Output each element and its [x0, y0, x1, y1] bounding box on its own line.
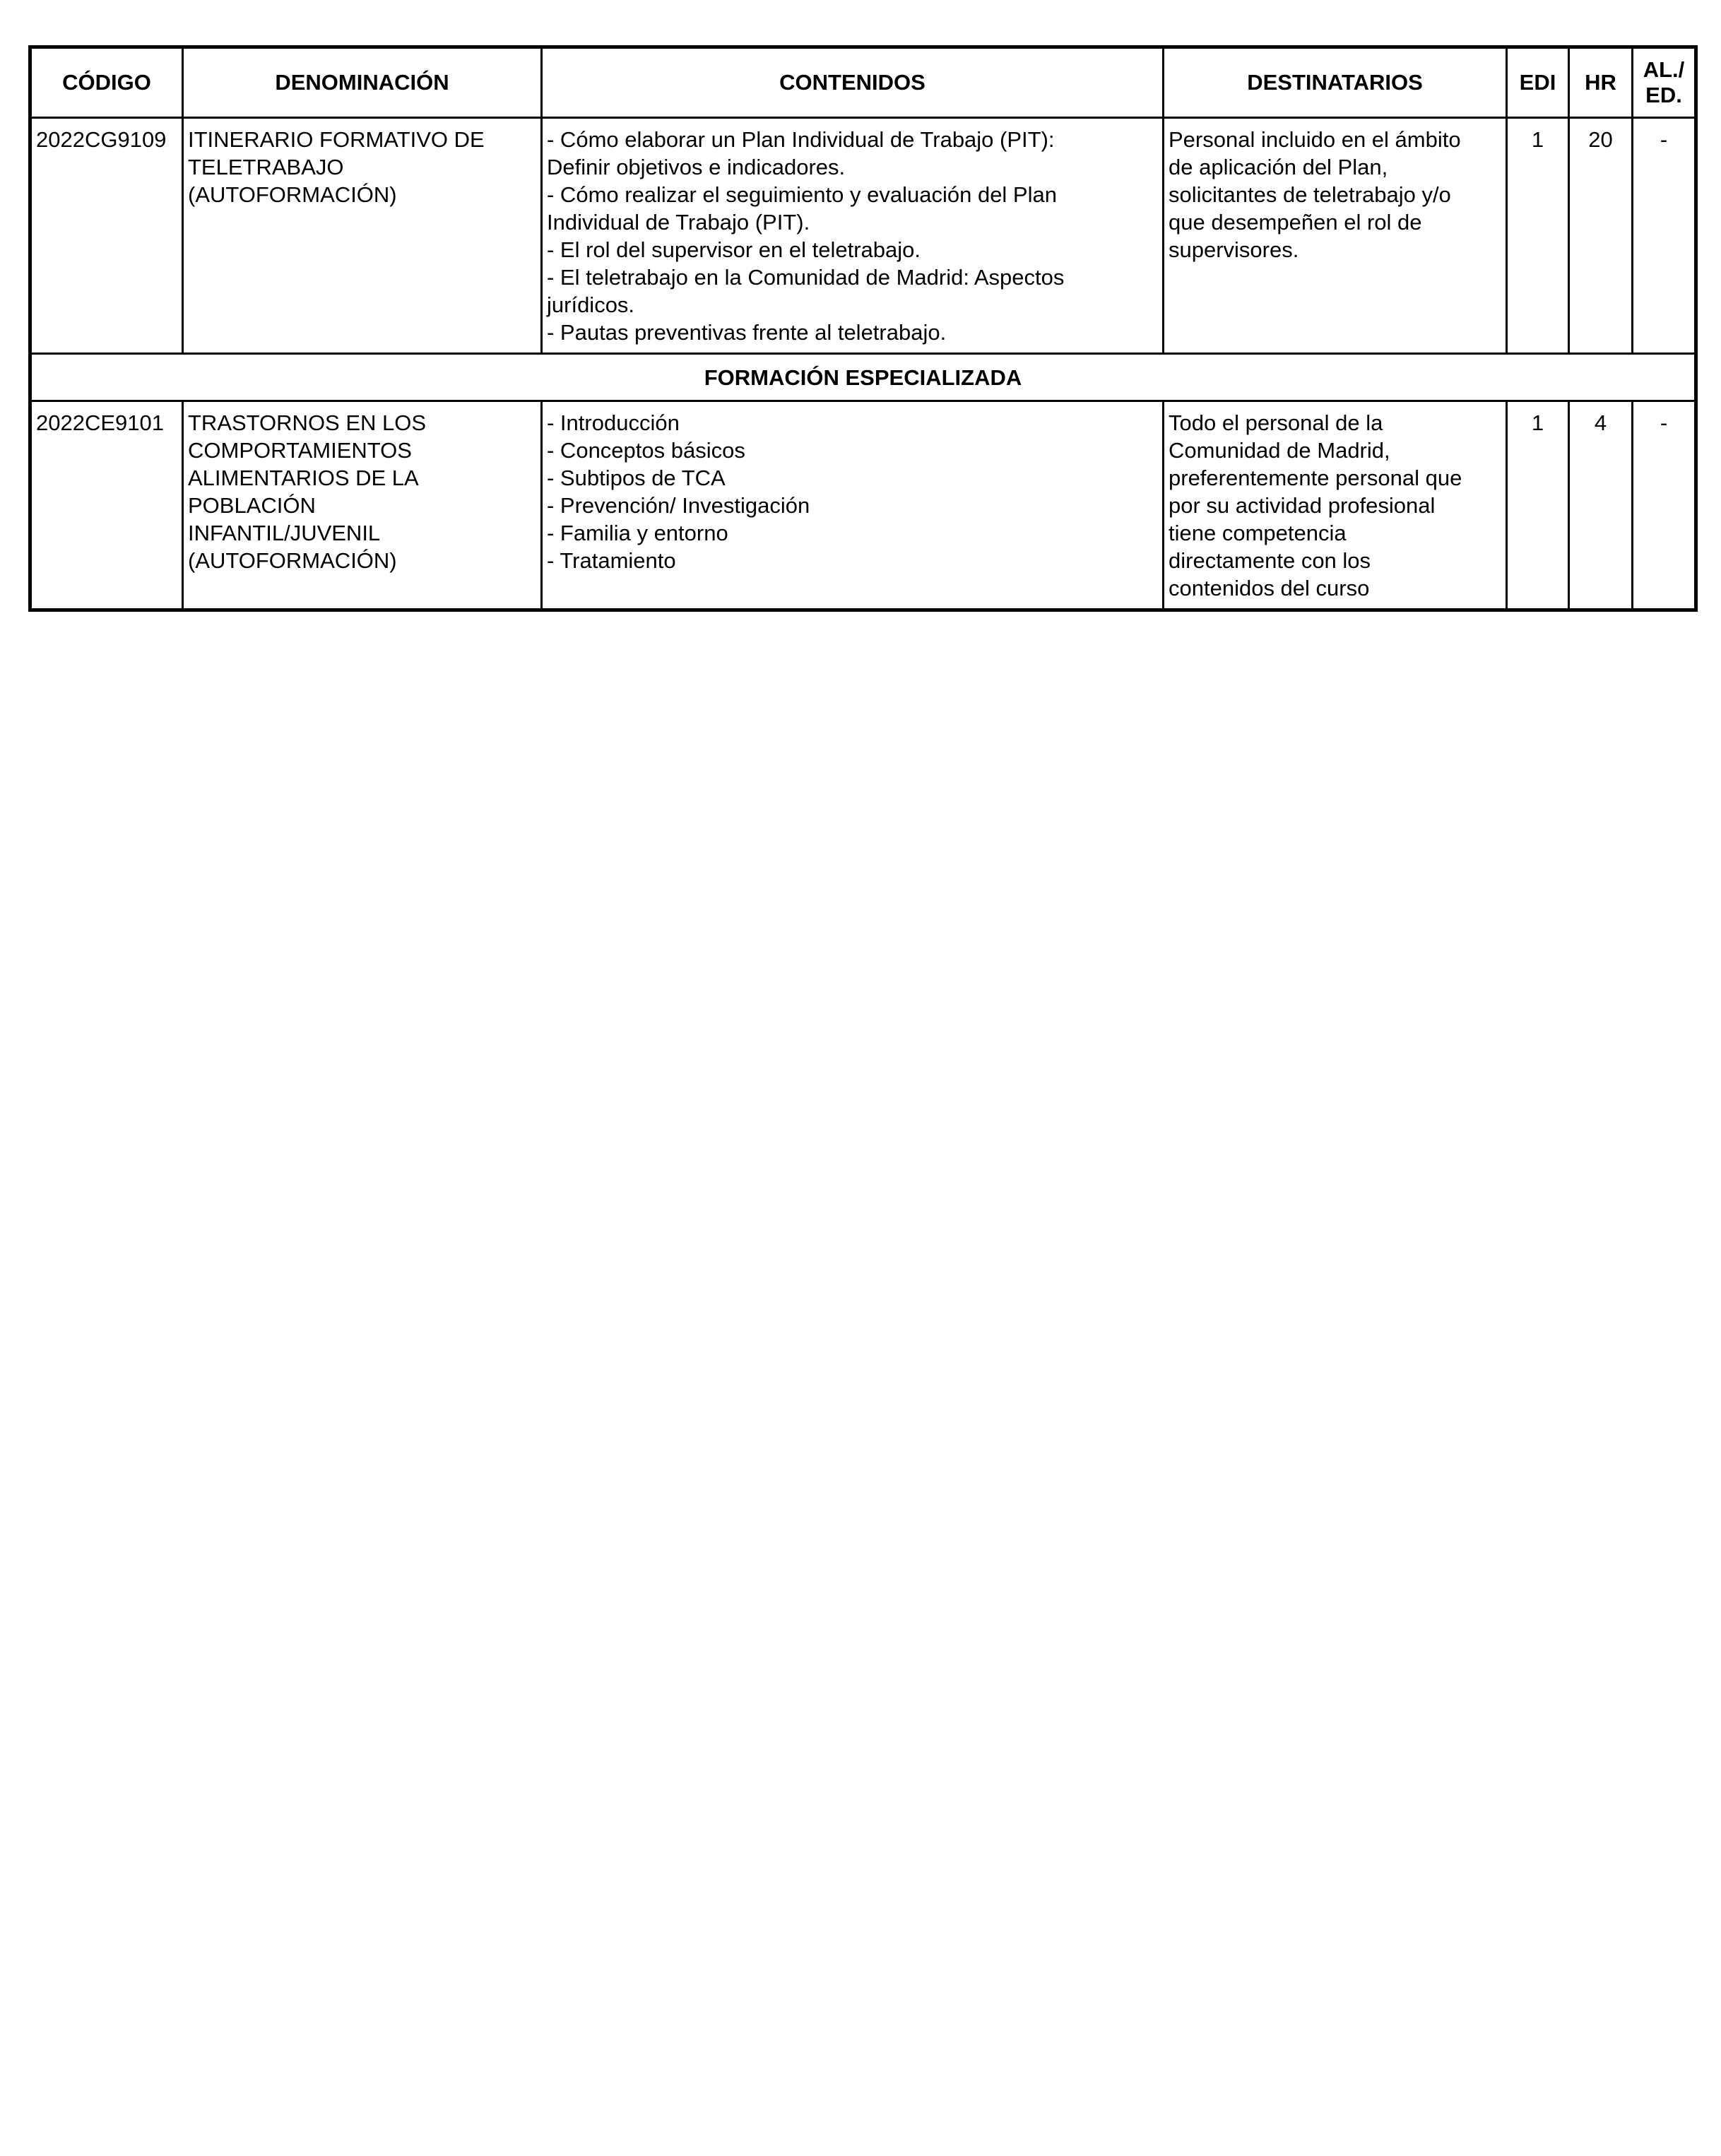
text-line: Personal incluido en el ámbito	[1169, 127, 1461, 152]
text-line: (AUTOFORMACIÓN)	[188, 182, 397, 207]
text-line: TRASTORNOS EN LOS	[188, 410, 427, 435]
text-line: (AUTOFORMACIÓN)	[188, 548, 397, 573]
text-line: - Introducción	[547, 410, 680, 435]
section-title: FORMACIÓN ESPECIALIZADA	[30, 354, 1696, 401]
cell-contenidos	[542, 118, 1164, 354]
text-line: - El teletrabajo en la Comunidad de Madrid: Aspectos	[547, 265, 1065, 290]
text-line: TELETRABAJO	[188, 155, 344, 179]
text-line: ALIMENTARIOS DE LA	[188, 466, 419, 490]
cell-denominacion	[183, 118, 542, 354]
text-line: de aplicación del Plan,	[1169, 155, 1388, 179]
text-line: tiene competencia	[1169, 521, 1347, 545]
cell-codigo: 2022CG9109	[30, 118, 183, 354]
header-al-ed	[1633, 47, 1696, 118]
cell-edi: 1	[1507, 118, 1569, 354]
cell-codigo: 2022CE9101	[30, 401, 183, 610]
header-row	[30, 47, 1696, 118]
text-line: Todo el personal de la	[1169, 410, 1383, 435]
header-al-ed-line2: ED.	[1645, 83, 1682, 107]
text-line: supervisores.	[1169, 237, 1299, 262]
text-line: contenidos del curso	[1169, 576, 1370, 600]
text-line: - Pautas preventivas frente al teletrabajo.	[547, 320, 947, 345]
cell-al-ed: -	[1633, 118, 1696, 354]
header-hr: HR	[1569, 47, 1633, 118]
text-line: - Cómo elaborar un Plan Individual de Trabajo (PIT):	[547, 127, 1055, 152]
text-line: - Tratamiento	[547, 548, 676, 573]
text-line: COMPORTAMIENTOS	[188, 438, 412, 463]
cell-al-ed: -	[1633, 401, 1696, 610]
text-line: Comunidad de Madrid,	[1169, 438, 1390, 463]
section-row	[30, 354, 1696, 401]
text-line: - El rol del supervisor en el teletrabajo.	[547, 237, 921, 262]
text-line: Individual de Trabajo (PIT).	[547, 210, 810, 235]
table-row	[30, 118, 1696, 354]
cell-edi: 1	[1507, 401, 1569, 610]
header-destinatarios: DESTINATARIOS	[1164, 47, 1507, 118]
cell-hr: 4	[1569, 401, 1633, 610]
header-denominacion: DENOMINACIÓN	[183, 47, 542, 118]
header-al-ed-line1: AL./	[1643, 57, 1685, 82]
text-line: jurídicos.	[547, 292, 635, 317]
text-line: POBLACIÓN	[188, 493, 316, 518]
header-contenidos: CONTENIDOS	[542, 47, 1164, 118]
text-line: - Subtipos de TCA	[547, 466, 726, 490]
cell-contenidos	[542, 401, 1164, 610]
cell-destinatarios	[1164, 118, 1507, 354]
text-line: ITINERARIO FORMATIVO DE	[188, 127, 485, 152]
text-line: directamente con los	[1169, 548, 1371, 573]
cell-hr: 20	[1569, 118, 1633, 354]
text-line: preferentemente personal que	[1169, 466, 1462, 490]
table-row	[30, 401, 1696, 610]
text-line: por su actividad profesional	[1169, 493, 1436, 518]
cell-destinatarios	[1164, 401, 1507, 610]
text-line: Definir objetivos e indicadores.	[547, 155, 846, 179]
header-edi: EDI	[1507, 47, 1569, 118]
course-table	[28, 45, 1698, 612]
text-line: - Familia y entorno	[547, 521, 728, 545]
cell-denominacion	[183, 401, 542, 610]
text-line: que desempeñen el rol de	[1169, 210, 1422, 235]
header-codigo: CÓDIGO	[30, 47, 183, 118]
text-line: - Cómo realizar el seguimiento y evaluación del Plan	[547, 182, 1057, 207]
text-line: - Prevención/ Investigación	[547, 493, 810, 518]
text-line: INFANTIL/JUVENIL	[188, 521, 381, 545]
text-line: - Conceptos básicos	[547, 438, 745, 463]
text-line: solicitantes de teletrabajo y/o	[1169, 182, 1451, 207]
